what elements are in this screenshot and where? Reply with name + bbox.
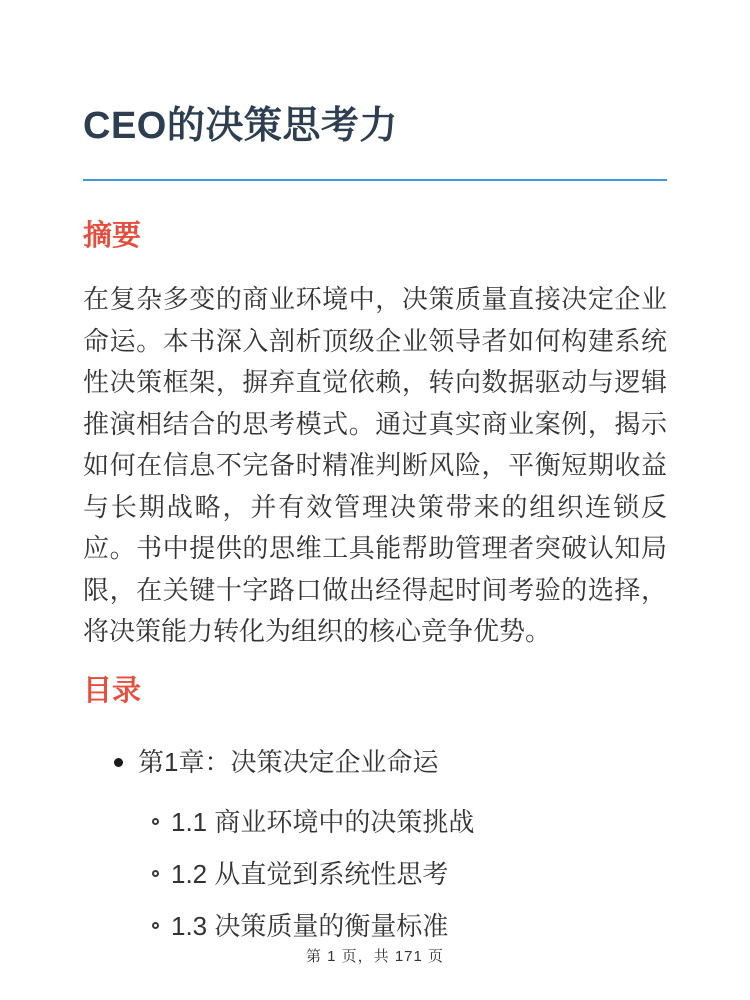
hollow-bullet-icon xyxy=(152,870,159,877)
toc-section-item xyxy=(83,906,667,947)
abstract-heading: 摘要 xyxy=(83,220,142,253)
toc-section-label: 1.3 决策质量的衡量标准 xyxy=(171,911,449,942)
abstract-paragraph: 在复杂多变的商业环境中，决策质量直接决定企业命运。本书深入剖析顶级企业领导者如何构建系统性决策框架，摒弃直觉依赖，转向数据驱动与逻辑推演相结合的思考模式。通过真实商业案例，揭示如何在信息不完备时精准判断风险，平衡短期收益与长期战略，并有效管理决策带来的组织连锁反应。书中提供的思维工具能帮助管理者突破认知局限，在关键十字路口做出经得起时间考验的选择，将决策能力转化为组织的核心竞争优势。 xyxy=(83,284,667,647)
toc-list xyxy=(83,742,667,947)
toc-heading: 目录 xyxy=(83,674,142,707)
toc-section-label: 1.2 从直觉到系统性思考 xyxy=(171,859,449,890)
hollow-bullet-icon xyxy=(152,922,159,929)
filled-bullet-icon xyxy=(114,758,123,767)
toc-section-item xyxy=(83,854,667,895)
document-title: CEO的决策思考力 xyxy=(83,102,667,181)
toc-chapter-row xyxy=(83,742,667,783)
hollow-bullet-icon xyxy=(152,818,159,825)
toc-section-label: 1.1 商业环境中的决策挑战 xyxy=(171,807,475,838)
page-number-footer: 第 1 页，共 171 页 xyxy=(305,948,445,965)
toc-chapter-item xyxy=(83,742,667,947)
toc-chapter-label: 第1章：决策决定企业命运 xyxy=(138,747,439,778)
toc-section-item xyxy=(83,802,667,843)
toc-sublist xyxy=(83,802,667,947)
